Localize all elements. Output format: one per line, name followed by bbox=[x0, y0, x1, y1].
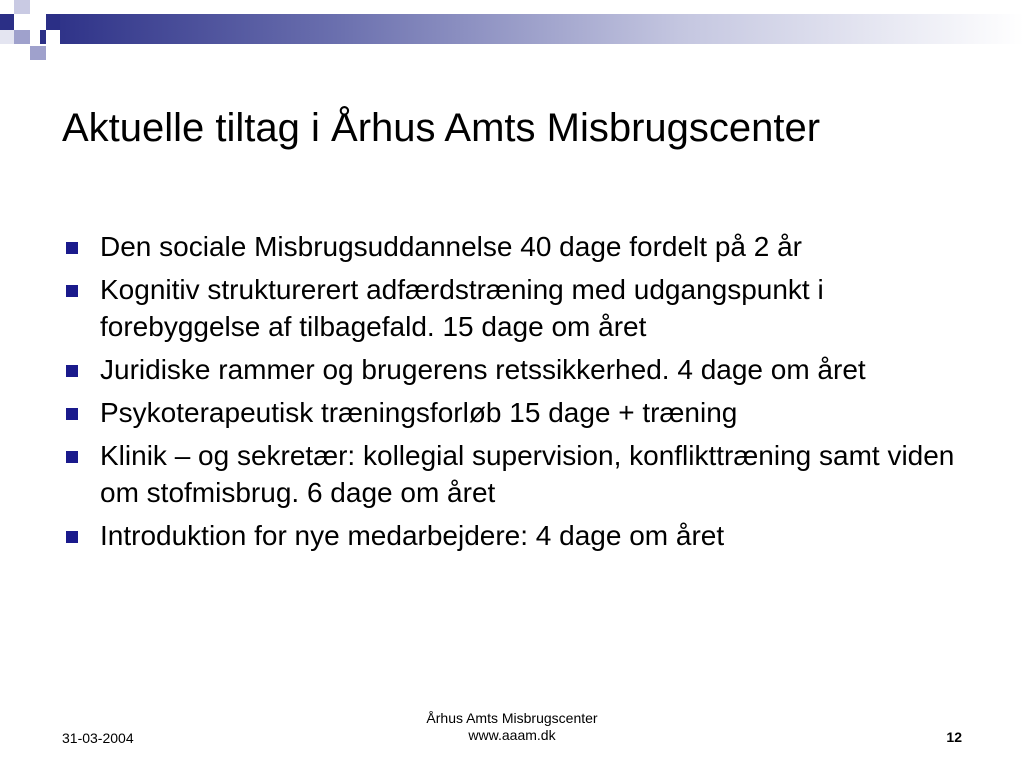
header-square bbox=[46, 14, 60, 30]
footer-website: www.aaam.dk bbox=[468, 727, 556, 743]
header-square bbox=[46, 30, 60, 44]
header-square bbox=[30, 0, 46, 30]
bullet-list bbox=[62, 228, 972, 560]
square-bullet-icon bbox=[66, 408, 78, 420]
square-bullet-icon bbox=[66, 285, 78, 297]
header-square bbox=[0, 14, 14, 30]
bullet-text: Den sociale Misbrugsuddannelse 40 dage fordelt på 2 år bbox=[100, 231, 803, 262]
square-bullet-icon bbox=[66, 242, 78, 254]
bullet-item bbox=[62, 351, 972, 388]
bullet-item bbox=[62, 437, 972, 511]
header-square bbox=[14, 0, 30, 14]
bullet-item bbox=[62, 271, 972, 345]
bullet-text: Introduktion for nye medarbejdere: 4 dage om året bbox=[100, 520, 725, 551]
bullet-text: Juridiske rammer og brugerens retssikkerhed. 4 dage om året bbox=[100, 354, 866, 385]
square-bullet-icon bbox=[66, 365, 78, 377]
footer-organization: Århus Amts Misbrugscenter bbox=[426, 710, 598, 726]
square-bullet-icon bbox=[66, 531, 78, 543]
header-gradient-bar bbox=[40, 14, 1024, 44]
bullet-item bbox=[62, 517, 972, 554]
square-bullet-icon bbox=[66, 451, 78, 463]
bullet-item bbox=[62, 228, 972, 265]
page-number: 12 bbox=[946, 729, 962, 745]
header-square bbox=[14, 30, 30, 44]
bullet-text: Psykoterapeutisk træningsforløb 15 dage + træning bbox=[100, 397, 738, 428]
bullet-text: Klinik – og sekretær: kollegial supervision, konflikttræning samt viden om stofmisbrug. 6 dage om året bbox=[100, 440, 955, 508]
header-decoration bbox=[0, 0, 1024, 64]
bullet-item bbox=[62, 394, 972, 431]
footer-date: 31-03-2004 bbox=[62, 730, 134, 746]
header-square bbox=[30, 46, 46, 60]
slide-title: Aktuelle tiltag i Århus Amts Misbrugscenter bbox=[62, 106, 821, 150]
bullet-text: Kognitiv strukturerert adfærdstræning med udgangspunkt i forebyggelse af tilbagefald. 15 dage om året bbox=[100, 274, 824, 342]
footer-organization-block bbox=[362, 710, 662, 744]
header-square bbox=[0, 30, 14, 44]
